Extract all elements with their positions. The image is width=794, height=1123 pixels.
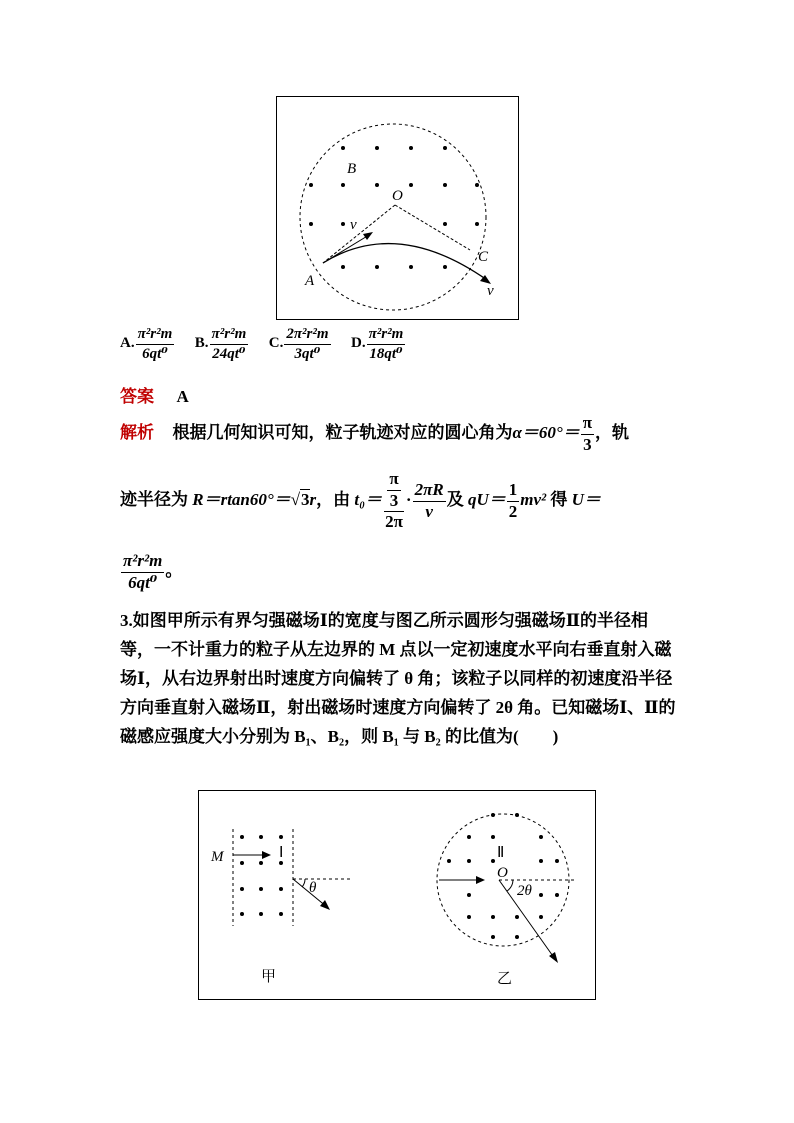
two-theta-arc <box>507 880 513 891</box>
label-yi: 乙 <box>497 971 513 987</box>
field-dots <box>309 146 479 269</box>
label-C: C <box>478 249 489 265</box>
velocity-arrowhead-A <box>363 232 373 240</box>
answer-line <box>120 382 189 407</box>
analysis-label: 解析 <box>120 423 154 443</box>
particle-trajectory <box>323 244 487 280</box>
label-A: A <box>305 273 315 289</box>
question-3-text: 3.如图甲所示有界匀强磁场Ⅰ的宽度与图乙所示圆形匀强磁场Ⅱ的半径相等，一不计重力的粒子从左边界的 M 点以一定初速度水平向右垂直射入磁场Ⅰ，从右边界射出时速度方向偏转了 θ 角；该粒子以同样的初速度沿半径方向垂直射入磁场Ⅱ，射出磁场时速度方向偏转了 2θ 角。已知磁场Ⅰ、Ⅱ的磁感应强度大小分别为 B₁、B₂，则 B₁ 与 B₂ 的比值为( ) <box>120 611 676 746</box>
answer-value: A <box>176 387 189 406</box>
label-M: M <box>211 849 224 865</box>
option-D[interactable]: D. $\frac{\text{π²r²m}}{\text{18qt⁰}}$ <box>351 326 404 362</box>
analysis-line-3: $\frac{\text{π²r²m}}{\text{6qt⁰}}$ 。 <box>123 551 183 592</box>
label-O2: O <box>497 865 508 881</box>
answer-options <box>120 326 406 362</box>
label-I: Ⅰ <box>279 845 284 861</box>
label-O: O <box>392 188 403 204</box>
label-v2: v <box>487 283 494 299</box>
figure-2-svg <box>199 791 595 999</box>
figure-two-fields <box>198 790 596 1000</box>
analysis-line-1: 解析 根据几何知识可知，粒子轨迹对应的圆心角为α＝60°＝ $\frac{\pi}{3}$ ，轨 <box>120 413 630 454</box>
radius-line-OA <box>323 205 395 263</box>
option-A[interactable]: A. $\frac{\text{π²r²m}}{\text{6qt⁰}}$ <box>120 326 173 362</box>
option-C[interactable]: C. $\frac{\text{2π²r²m}}{\text{3qt⁰}}$ <box>268 326 329 362</box>
option-B[interactable]: B. $\frac{\text{π²r²m}}{\text{24qt⁰}}$ <box>194 326 247 362</box>
label-B: B <box>347 161 357 177</box>
answer-label: 答案 <box>120 387 154 406</box>
field-I-dots <box>240 835 283 916</box>
label-II: Ⅱ <box>497 845 505 861</box>
label-jia: 甲 <box>261 969 277 985</box>
figure-circular-field <box>276 96 519 320</box>
radius-line-OC <box>395 205 470 250</box>
label-v1: v <box>350 217 357 233</box>
label-2theta: 2θ <box>517 883 532 899</box>
field-boundary-circle <box>300 124 486 310</box>
label-theta: θ <box>309 880 317 896</box>
figure-1-svg <box>277 97 518 319</box>
theta-arc <box>302 879 305 887</box>
analysis-line-2: 迹半径为 R＝rtan60°＝√3r，由 t₀＝ $\frac{\frac{\pi}{3}}{2\pi}$ · $\frac{2\pi R}{v}$ 及 qU＝ $\frac{1}{2}$ mv² 得 U＝ <box>120 469 601 532</box>
